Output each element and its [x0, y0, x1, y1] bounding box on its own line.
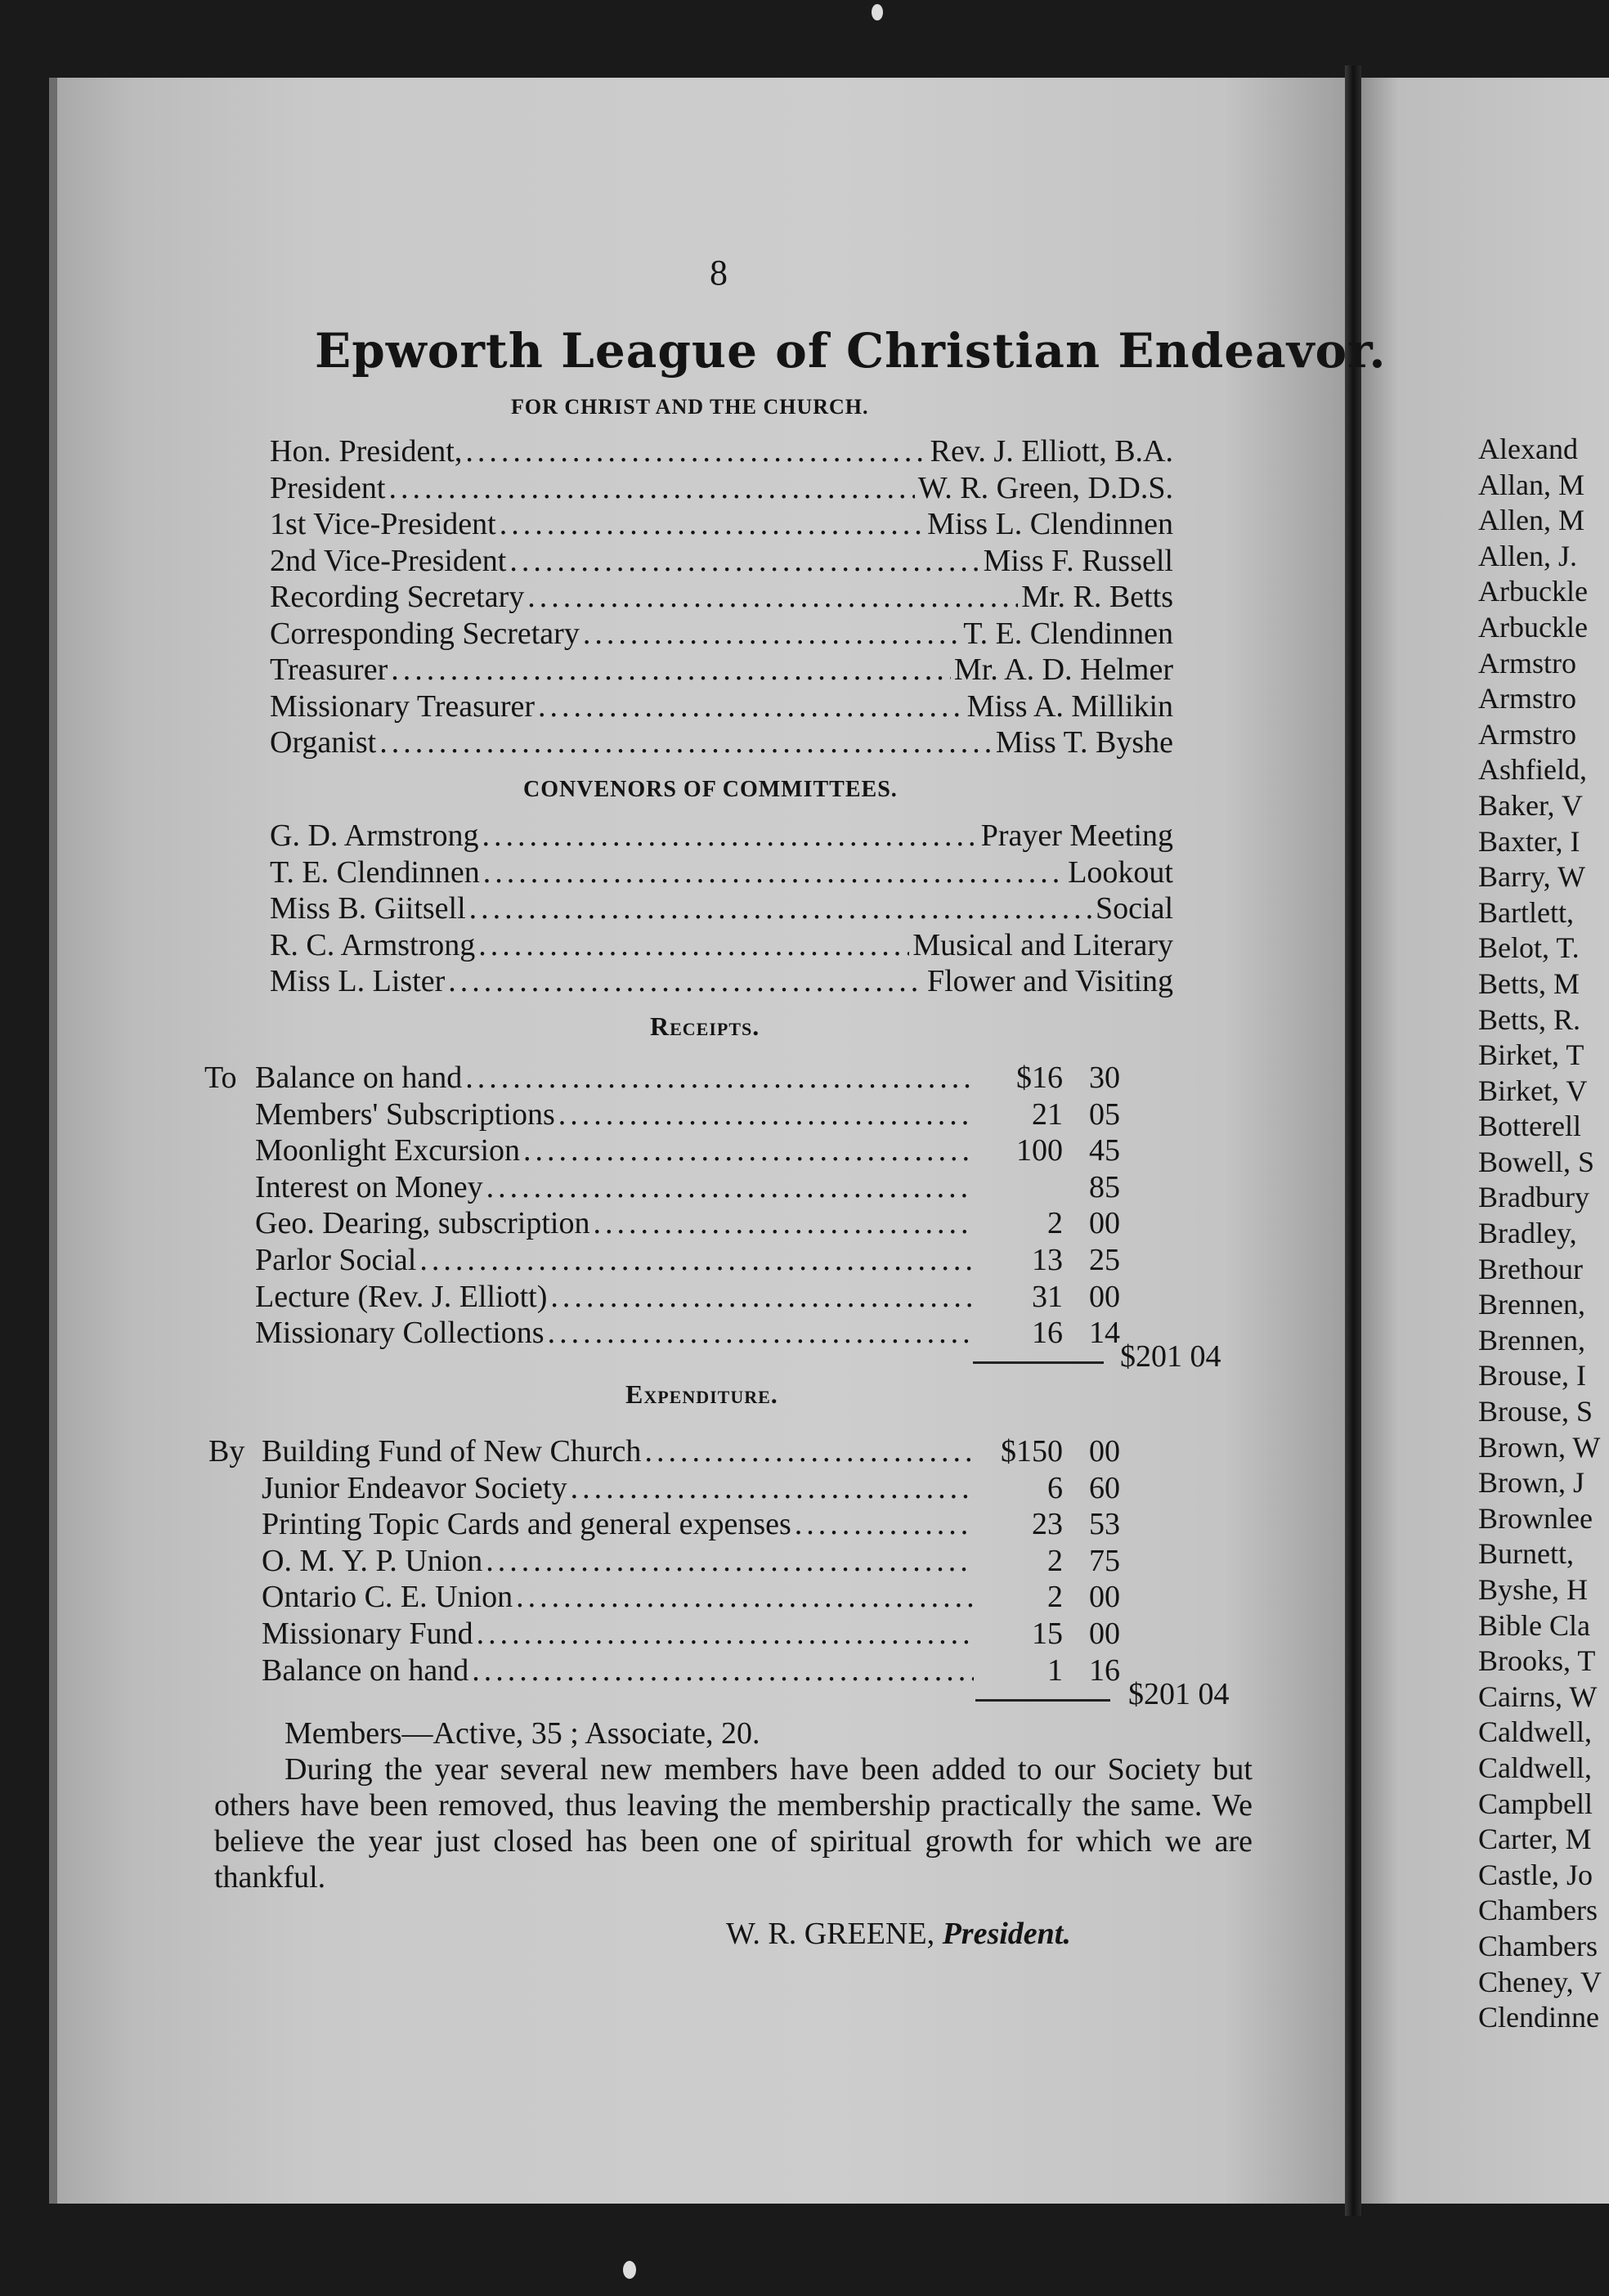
right-page-name: Chambers: [1478, 1929, 1598, 1962]
dot-leader: [465, 1060, 971, 1096]
convenor-row-label: T. E. Clendinnen: [270, 854, 480, 890]
dot-leader: [558, 1096, 971, 1132]
right-page-name: Chambers: [1478, 1894, 1598, 1927]
officer-row: [270, 688, 1173, 724]
expenditure-row-label: Building Fund of New Church: [262, 1434, 642, 1469]
receipts-prefix: To: [204, 1061, 237, 1095]
right-page-name: Allen, J.: [1478, 539, 1577, 572]
page-number: 8: [710, 253, 728, 293]
expenditure-row: [262, 1652, 977, 1688]
dot-leader: [379, 724, 993, 760]
expenditure-row-label: Missionary Fund: [262, 1617, 473, 1651]
right-page-name: Bradley,: [1478, 1217, 1577, 1250]
receipt-row-amount: [957, 1096, 1120, 1132]
dot-leader: [448, 963, 924, 999]
signature-name: W. R. GREENE,: [726, 1917, 935, 1951]
amount-cents: 14: [1089, 1316, 1120, 1351]
dot-leader: [795, 1506, 974, 1542]
right-page-name: Alexand: [1478, 433, 1578, 465]
right-page-name: Bartlett,: [1478, 895, 1574, 929]
dot-leader: [500, 506, 924, 542]
right-page-name-list: [1478, 432, 1609, 2036]
dot-leader: [486, 1169, 971, 1205]
receipt-row: [255, 1060, 975, 1096]
right-page-name: Botterell: [1478, 1110, 1581, 1143]
expenditure-row-label: Printing Topic Cards and general expenses: [262, 1507, 791, 1542]
expenditure-row: [262, 1579, 977, 1615]
receipt-row: [255, 1096, 975, 1132]
convenor-row-label: Miss L. Lister: [270, 964, 446, 998]
dot-leader: [477, 1616, 974, 1652]
summary-paragraph: During the year several new members have been added to our Society but others have been removed, thus leaving the membership practically the same. We believe the year just closed has been one of spiritual growth for which we are thankful.: [214, 1752, 1253, 1895]
receipt-row: [255, 1279, 975, 1315]
officer-row-label: Corresponding Secretary: [270, 616, 580, 651]
amount-dollars: 23: [1032, 1507, 1063, 1542]
dot-leader: [527, 579, 1018, 615]
signature: [726, 1916, 1071, 1952]
right-page-name: Baker, V: [1478, 788, 1583, 822]
convenor-row-value: Musical and Literary: [912, 927, 1173, 962]
expenditure-row-label: Balance on hand: [262, 1652, 469, 1688]
amount-dollars: 100: [1016, 1133, 1063, 1168]
receipt-row-amount: [957, 1242, 1120, 1278]
right-page-name: Brennen,: [1478, 1323, 1585, 1357]
expenditure-row-amount: [957, 1470, 1120, 1506]
amount-dollars: $16: [1016, 1061, 1063, 1095]
expenditure-prefix: By: [208, 1434, 245, 1469]
amount-dollars: 2: [1047, 1543, 1063, 1578]
right-page-name: Brennen,: [1478, 1288, 1585, 1321]
convenor-row-value: Lookout: [1068, 854, 1173, 890]
dot-leader: [465, 433, 926, 469]
page-title: Epworth League of Christian Endeavor.: [315, 323, 1387, 379]
officer-row-label: Recording Secretary: [270, 580, 525, 614]
right-page-name: Brouse, I: [1478, 1359, 1586, 1392]
officer-row: [270, 433, 1173, 469]
expenditure-row: [262, 1470, 977, 1506]
receipt-row-label: Missionary Collections: [255, 1316, 545, 1351]
officer-row: [270, 506, 1173, 542]
officer-row: [270, 543, 1173, 579]
expenditure-row-amount: [957, 1433, 1120, 1469]
convenor-row-label: Miss B. Giitsell: [270, 891, 466, 926]
expenditure-row-amount: [957, 1616, 1120, 1652]
officer-row: [270, 470, 1173, 506]
right-page-name: Brown, J: [1478, 1466, 1585, 1500]
expenditure-total: $201 04: [1128, 1677, 1230, 1711]
right-page-name: Bowell, S: [1478, 1145, 1595, 1178]
right-page-name: Arbuckle: [1478, 610, 1588, 644]
dot-leader: [509, 543, 979, 579]
right-page-name: Cheney, V: [1478, 1965, 1602, 1998]
right-page-name: Caldwell,: [1478, 1715, 1592, 1749]
receipt-row: [255, 1132, 975, 1168]
amount-cents: 30: [1089, 1061, 1120, 1095]
convenor-row: [270, 963, 1173, 999]
amount-dollars: 6: [1047, 1470, 1063, 1505]
dot-leader: [391, 652, 951, 688]
expenditure-row-amount: [957, 1506, 1120, 1542]
officer-row-label: President: [270, 470, 386, 505]
expenditure-row-label: Ontario C. E. Union: [262, 1580, 513, 1615]
officer-row-label: Missionary Treasurer: [270, 688, 536, 724]
convenor-row: [270, 854, 1173, 890]
members-count: Members—Active, 35 ; Associate, 20.: [285, 1716, 760, 1751]
amount-dollars: 2: [1047, 1206, 1063, 1241]
expenditure-row: [262, 1433, 977, 1469]
expenditure-row-amount: [957, 1543, 1120, 1579]
right-page-name: Ashfield,: [1478, 753, 1587, 787]
dot-leader: [571, 1470, 974, 1506]
right-page-name: Caldwell,: [1478, 1751, 1592, 1784]
convenor-row-value: Social: [1096, 891, 1173, 926]
officer-row-value: Rev. J. Elliott, B.A.: [930, 434, 1173, 469]
convenor-row: [270, 818, 1173, 854]
scan-speck: [623, 2261, 636, 2279]
convenor-row-label: R. C. Armstrong: [270, 927, 476, 962]
right-page-name: Betts, M: [1478, 966, 1580, 1000]
convenor-row: [270, 927, 1173, 963]
amount-cents: 00: [1089, 1580, 1120, 1615]
receipts-total: $201 04: [1120, 1339, 1221, 1374]
dot-leader: [472, 1652, 974, 1688]
dot-leader: [593, 1205, 971, 1241]
amount-dollars: 13: [1032, 1243, 1063, 1277]
receipt-row-amount: [957, 1132, 1120, 1168]
dot-leader: [644, 1433, 974, 1469]
amount-cents: 00: [1089, 1434, 1120, 1469]
right-page-name: Bradbury: [1478, 1181, 1589, 1214]
expenditure-row: [262, 1543, 977, 1579]
page-subtitle: FOR CHRIST AND THE CHURCH.: [511, 395, 869, 419]
receipt-row-amount: [957, 1169, 1120, 1205]
officer-row-value: Mr. R. Betts: [1021, 580, 1173, 614]
expenditure-row-label: O. M. Y. P. Union: [262, 1543, 483, 1578]
right-page-name: Betts, R.: [1478, 1002, 1581, 1036]
right-page-name: Belot, T.: [1478, 931, 1580, 965]
amount-cents: 05: [1089, 1096, 1120, 1132]
officer-row-value: T. E. Clendinnen: [963, 616, 1173, 651]
dot-leader: [550, 1279, 971, 1315]
receipt-row: [255, 1169, 975, 1205]
dot-leader: [388, 470, 914, 506]
amount-cents: 00: [1089, 1279, 1120, 1314]
officer-row-label: Organist: [270, 725, 377, 760]
expenditure-rule: [975, 1699, 1110, 1702]
dot-leader: [478, 927, 909, 963]
amount-dollars: 15: [1032, 1617, 1063, 1651]
receipt-row-label: Balance on hand: [255, 1061, 463, 1095]
amount-cents: 85: [1089, 1169, 1120, 1204]
amount-dollars: 21: [1032, 1096, 1063, 1132]
right-page-name: Birket, V: [1478, 1074, 1588, 1107]
expenditure-heading: Expenditure.: [625, 1379, 778, 1409]
right-page-name: Barry, W: [1478, 860, 1585, 894]
right-page-name: Baxter, I: [1478, 824, 1580, 858]
right-page-name: Brouse, S: [1478, 1395, 1593, 1428]
amount-dollars: 31: [1032, 1279, 1063, 1314]
right-page-name: Allan, M: [1478, 468, 1584, 501]
amount-cents: 45: [1089, 1133, 1120, 1168]
right-page-name: Armstro: [1478, 646, 1576, 679]
amount-dollars: $150: [1001, 1434, 1063, 1469]
right-page-name: Castle, Jo: [1478, 1858, 1593, 1891]
officer-row-value: Miss F. Russell: [983, 543, 1173, 578]
receipts-heading: Receipts.: [650, 1011, 760, 1041]
officer-row-label: Hon. President,: [270, 434, 463, 469]
right-page-name: Armstro: [1478, 717, 1576, 751]
signature-title: President.: [942, 1917, 1071, 1951]
right-page-name: Campbell: [1478, 1787, 1593, 1820]
receipt-row-amount: [957, 1060, 1120, 1096]
amount-cents: 00: [1089, 1206, 1120, 1241]
officer-row-label: 1st Vice-President: [270, 507, 496, 541]
right-page-name: Cairns, W: [1478, 1679, 1598, 1713]
receipt-row-amount: [957, 1205, 1120, 1241]
right-page-name: Burnett,: [1478, 1537, 1574, 1571]
amount-cents: 53: [1089, 1507, 1120, 1542]
right-page-name: Carter, M: [1478, 1823, 1592, 1856]
receipts-rule: [973, 1361, 1104, 1364]
receipt-row-label: Interest on Money: [255, 1169, 483, 1204]
convenor-row-label: G. D. Armstrong: [270, 818, 479, 853]
officer-row-label: Treasurer: [270, 652, 388, 687]
receipt-row-label: Geo. Dearing, subscription: [255, 1206, 590, 1241]
dot-leader: [469, 890, 1092, 926]
receipt-row-label: Members' Subscriptions: [255, 1096, 555, 1132]
dot-leader: [583, 616, 960, 652]
officer-row-value: Miss L. Clendinnen: [927, 507, 1173, 541]
right-page-name: Allen, M: [1478, 504, 1584, 537]
right-page-name: Brooks, T: [1478, 1644, 1596, 1678]
right-page-name: Brown, W: [1478, 1430, 1601, 1464]
amount-cents: 25: [1089, 1243, 1120, 1277]
officer-row-value: W. R. Green, D.D.S.: [917, 470, 1173, 505]
right-page-name: Armstro: [1478, 682, 1576, 715]
dot-leader: [516, 1579, 974, 1615]
amount-cents: 00: [1089, 1617, 1120, 1651]
right-page-name: Bible Cla: [1478, 1608, 1590, 1642]
receipt-row: [255, 1315, 975, 1351]
officer-row: [270, 652, 1173, 688]
amount-cents: 16: [1089, 1652, 1120, 1688]
dot-leader: [538, 688, 964, 724]
receipt-row: [255, 1205, 975, 1241]
dot-leader: [419, 1242, 971, 1278]
receipt-row-label: Lecture (Rev. J. Elliott): [255, 1279, 548, 1314]
officer-row: [270, 724, 1173, 760]
expenditure-row-amount: [957, 1652, 1120, 1688]
dot-leader: [548, 1315, 971, 1351]
expenditure-row-label: Junior Endeavor Society: [262, 1470, 567, 1505]
receipt-row: [255, 1242, 975, 1278]
receipt-row-amount: [957, 1315, 1120, 1351]
convenor-row-value: Prayer Meeting: [980, 818, 1173, 853]
officer-row: [270, 579, 1173, 615]
right-page-name: Clendinne: [1478, 2001, 1599, 2034]
officer-row-value: Miss T. Byshe: [995, 725, 1173, 760]
amount-dollars: 16: [1032, 1316, 1063, 1351]
expenditure-row: [262, 1506, 977, 1542]
dot-leader: [523, 1132, 971, 1168]
officer-row-value: Miss A. Millikin: [966, 688, 1173, 724]
dot-leader: [483, 854, 1064, 890]
receipt-row-label: Parlor Social: [255, 1243, 417, 1277]
right-page-name: Brownlee: [1478, 1501, 1593, 1535]
receipt-row-label: Moonlight Excursion: [255, 1133, 521, 1168]
convenor-row: [270, 890, 1173, 926]
scan-speck: [872, 4, 883, 20]
amount-dollars: 2: [1047, 1580, 1063, 1615]
dot-leader: [486, 1543, 974, 1579]
right-page-name: Brethour: [1478, 1252, 1583, 1285]
amount-cents: 60: [1089, 1470, 1120, 1505]
book-gutter: [1345, 65, 1361, 2216]
expenditure-row-amount: [957, 1579, 1120, 1615]
receipt-row-amount: [957, 1279, 1120, 1315]
amount-dollars: 1: [1047, 1652, 1063, 1688]
officer-row: [270, 616, 1173, 652]
right-page-name: Birket, T: [1478, 1038, 1584, 1072]
expenditure-row: [262, 1616, 977, 1652]
right-page-name: Byshe, H: [1478, 1573, 1588, 1606]
officer-row-value: Mr. A. D. Helmer: [953, 652, 1173, 687]
dot-leader: [482, 818, 977, 854]
convenors-heading: CONVENORS OF COMMITTEES.: [523, 777, 898, 802]
right-page-name: Arbuckle: [1478, 575, 1588, 608]
amount-cents: 75: [1089, 1543, 1120, 1578]
convenor-row-value: Flower and Visiting: [926, 964, 1173, 998]
officer-row-label: 2nd Vice-President: [270, 543, 507, 578]
